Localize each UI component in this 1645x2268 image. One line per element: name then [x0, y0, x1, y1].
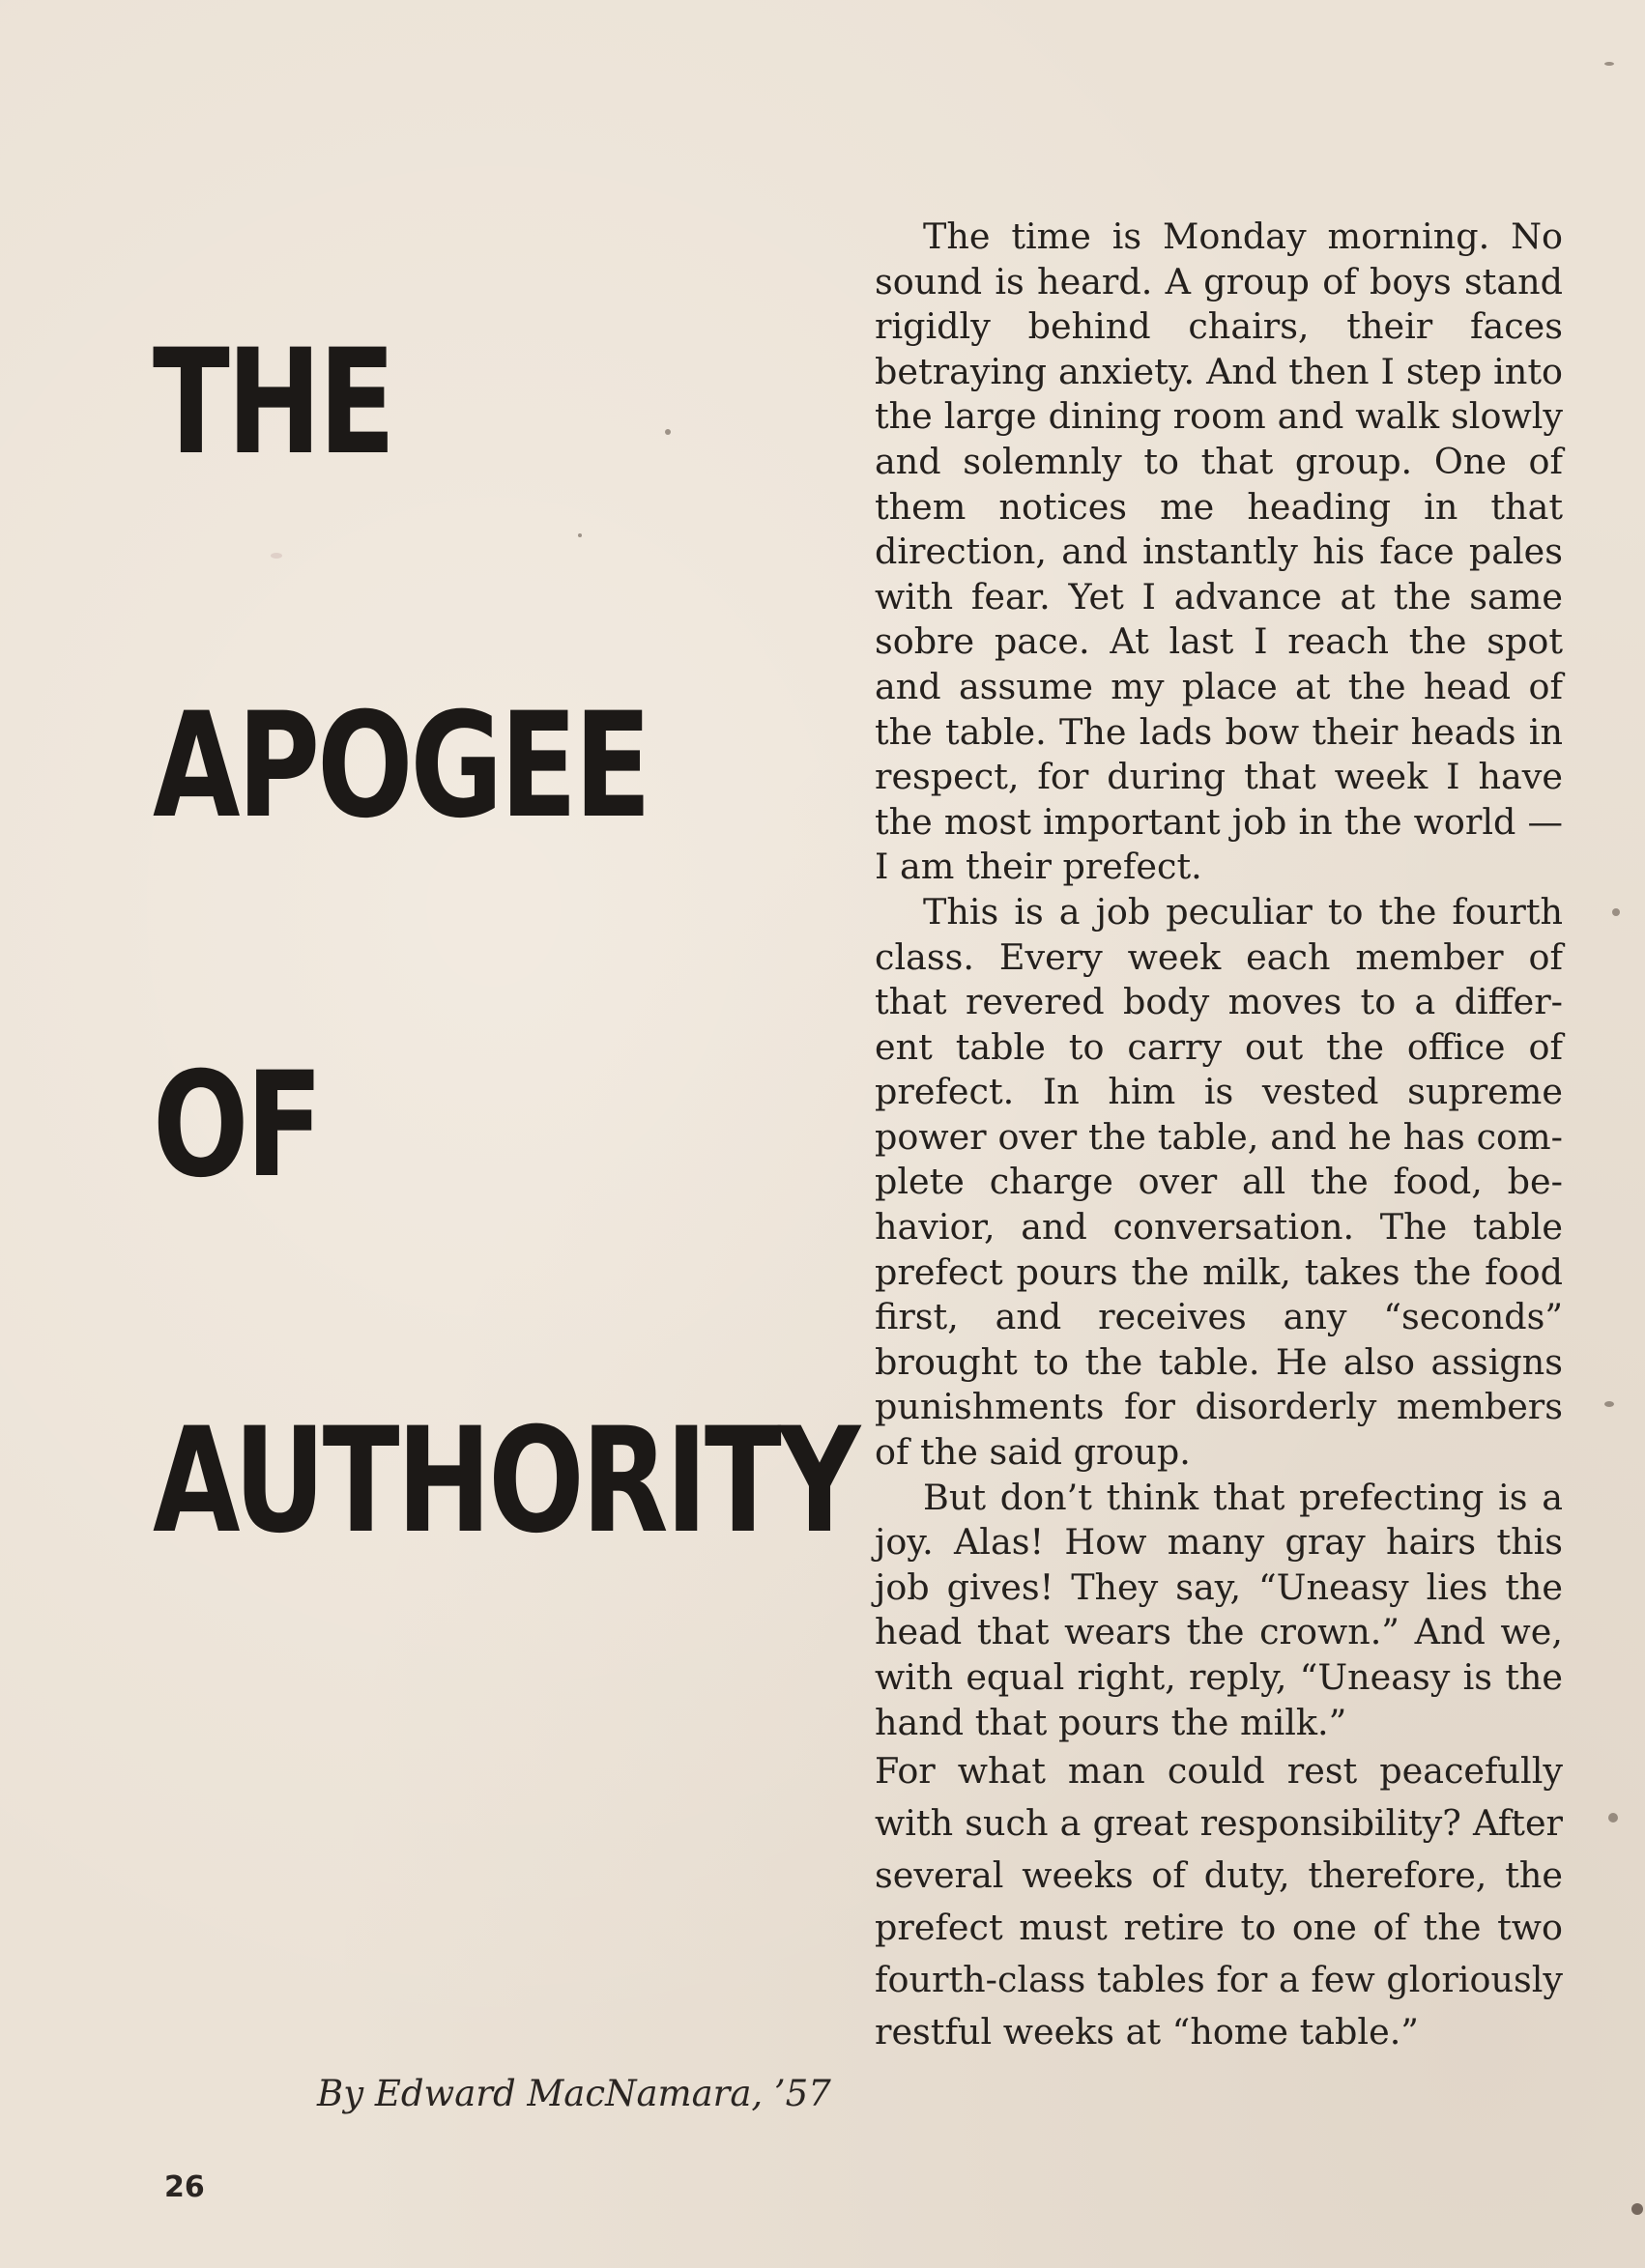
- author-byline: By Edward MacNamara, ’57: [317, 2073, 831, 2114]
- paper-speck: [665, 429, 671, 435]
- paper-speck: [1612, 908, 1620, 916]
- paper-speck: [1604, 1401, 1614, 1407]
- page-number: 26: [164, 2170, 205, 2204]
- paper-speck: [271, 553, 282, 559]
- article-body: [875, 215, 1563, 2058]
- paper-speck: [578, 533, 582, 537]
- headline-word-of: OF: [153, 1042, 321, 1210]
- headline-word-the: THE: [153, 319, 393, 487]
- headline-word-apogee: APOGEE: [153, 682, 649, 850]
- article-paragraph-1: The time is Monday morning. No sound is heard. A group of boys stand rigidly behind chairs, their faces betraying anxiety. And then I step into the large dining room and walk slowly and solemnly to that group. One of them notices me heading in that direction, and instantly his face pales with fear. Yet I advance at the same sobre pace. At last I reach the spot and assume my place at the head of the table. The lads bow their heads in respect, for during that week I have the most important job in the world — I am their prefect.: [875, 215, 1563, 888]
- paper-speck: [1604, 62, 1614, 66]
- article-paragraph-3: But don’t think that prefecting is a joy. Alas! How many gray hairs this job gives! They say, “Uneasy lies the head that wears the crown.” And we, with equal right, reply, “Uneasy is the hand that pours the milk.”: [875, 1476, 1563, 1743]
- paper-speck: [1608, 1813, 1618, 1823]
- headline-word-authority: AUTHORITY: [153, 1397, 858, 1565]
- article-paragraph-4: For what man could rest peacefully with such a great responsibility? After several weeks of duty, therefore, the prefect must retire to one of the two fourth-class tables for a few gloriously restful weeks at “home table.”: [875, 1750, 1563, 2053]
- article-paragraph-2: This is a job peculiar to the fourth class. Every week each member of that revered body moves to a different table to carry out the office of prefect. In him is vested supreme power over the table, and he has complete charge over all the food, behavior, and conversation. The table prefect pours the milk, takes the food first, and receives any “seconds” brought to the table. He also assigns punishments for disorderly members of the said group.: [875, 890, 1563, 1474]
- paper-speck: [1631, 2203, 1643, 2215]
